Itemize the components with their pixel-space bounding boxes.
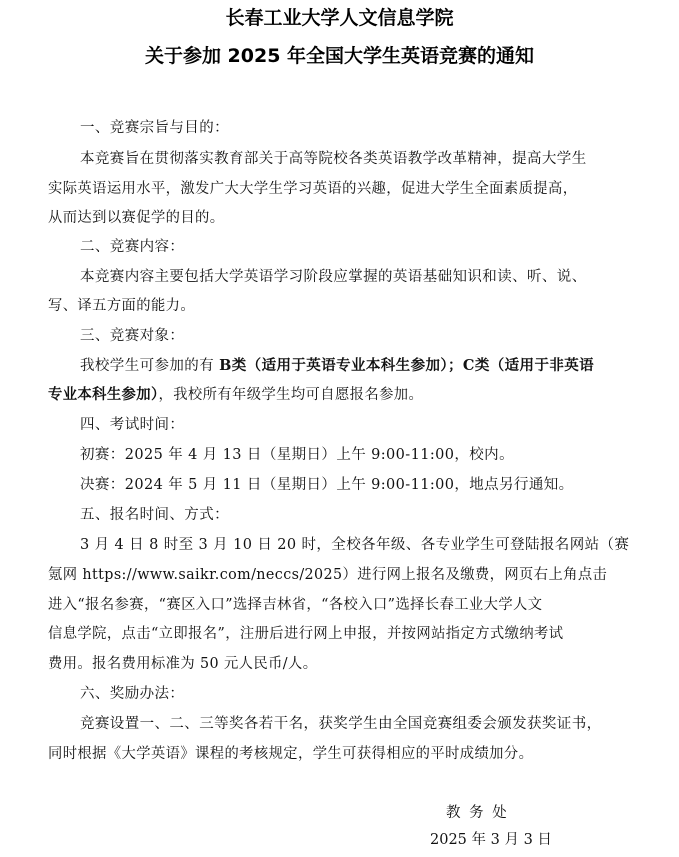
paragraph-line: 氪网 https://www.saikr.com/neccs/2025）进行网上报名及缴费，网页右上角点击 <box>48 567 608 583</box>
paragraph-line: 本竞赛旨在贯彻落实教育部关于高等院校各类英语教学改革精神，提高大学生 <box>80 151 587 167</box>
section-heading-registration: 五、报名时间、方式： <box>80 507 229 523</box>
paragraph-line: 竞赛设置一、二、三等奖各若干名，获奖学生由全国竞赛组委会颁发获奖证书， <box>80 716 602 732</box>
final-round-time: 决赛：2024 年 5 月 11 日（星期日）上午 9:00-11:00，地点另行通知。 <box>80 477 574 493</box>
participants-text: 我校学生可参加的有 <box>80 358 220 374</box>
issuer-signature: 教 务 处 <box>446 805 509 821</box>
paragraph-line: 实际英语运用水平，激发广大大学生学习英语的兴趣，促进大学生全面素质提高， <box>48 181 578 197</box>
issue-date: 2025 年 3 月 3 日 <box>430 832 552 848</box>
participants-text: ，我校所有年级学生均可自愿报名参加。 <box>158 387 424 403</box>
participants-categories: B类（适用于英语专业本科生参加）；C类（适用于非英语 <box>219 357 595 374</box>
paragraph-line: 3 月 4 日 8 时至 3 月 10 日 20 时，全校各年级、各专业学生可登陆报名网站（赛 <box>80 537 630 553</box>
section-heading-content: 二、竞赛内容： <box>80 239 185 255</box>
document-title-notice: 关于参加 2025 年全国大学生英语竞赛的通知 <box>144 45 535 67</box>
section-heading-exam-time: 四、考试时间： <box>80 417 185 433</box>
paragraph-line: 从而达到以赛促学的目的。 <box>48 210 225 226</box>
participants-line-2 <box>48 385 640 405</box>
paragraph-line: 同时根据《大学英语》课程的考核规定，学生可获得相应的平时成绩加分。 <box>48 746 534 762</box>
section-heading-awards: 六、奖励办法： <box>80 686 185 702</box>
document-title-institution: 长春工业大学人文信息学院 <box>225 7 454 29</box>
paragraph-line: 进入“报名参赛，“赛区入口”选择吉林省，“各校入口”选择长春工业大学人文 <box>48 597 543 613</box>
preliminary-round-time: 初赛：2025 年 4 月 13 日（星期日）上午 9:00-11:00，校内。 <box>80 447 514 463</box>
paragraph-line: 写、译五方面的能力。 <box>48 298 196 314</box>
paragraph-line: 本竞赛内容主要包括大学英语学习阶段应掌握的英语基础知识和读、听、说、 <box>80 269 587 285</box>
paragraph-line: 信息学院，点击“立即报名”，注册后进行网上申报，并按网站指定方式缴纳考试 <box>48 626 564 642</box>
participants-category-c-end: 专业本科生参加） <box>48 386 159 403</box>
section-heading-purpose: 一、竞赛宗旨与目的： <box>80 120 229 136</box>
participants-line-1 <box>80 356 594 376</box>
section-heading-participants: 三、竞赛对象： <box>80 328 185 344</box>
paragraph-line: 费用。报名费用标准为 50 元人民币/人。 <box>48 656 318 672</box>
